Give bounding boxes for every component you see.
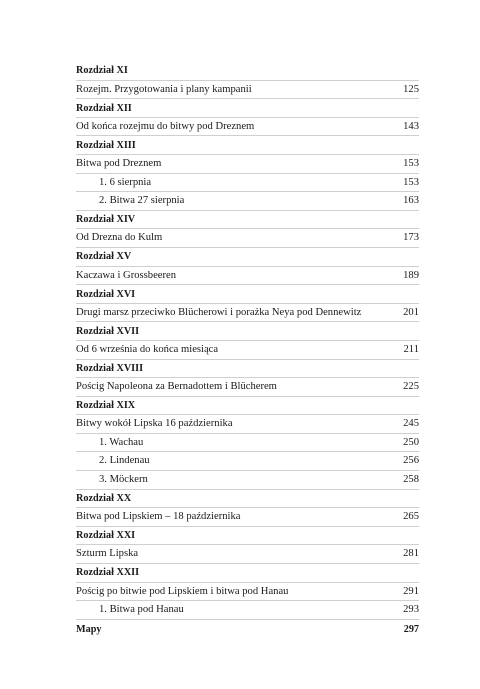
toc-title: Szturm Lipska (76, 548, 139, 560)
toc-title: Od końca rozejmu do bitwy pod Dreznem (76, 120, 255, 132)
toc-page-number: 173 (403, 232, 419, 244)
toc-entry (76, 81, 419, 100)
toc-title: Bitwa pod Dreznem (76, 157, 162, 169)
toc-chapter-heading (76, 322, 419, 341)
toc-page-number: 256 (403, 455, 419, 467)
toc-chapter-heading (76, 99, 419, 118)
toc-page-number: 291 (403, 585, 419, 597)
toc-entry (76, 155, 419, 174)
toc-page-number: 211 (403, 343, 419, 355)
toc-title: Pościg po bitwie pod Lipskiem i bitwa pod Hanau (76, 585, 289, 597)
toc-title: Mapy (76, 624, 102, 636)
toc-chapter-heading (76, 360, 419, 379)
toc-page-number: 189 (403, 269, 419, 281)
toc-chapter-heading (76, 527, 419, 546)
toc-page-number: 143 (403, 120, 419, 132)
toc-subentry (76, 471, 419, 490)
toc-subentry (76, 192, 419, 211)
toc-title: Rozdział XV (76, 251, 132, 263)
toc-entry (76, 267, 419, 286)
toc-page-number: 153 (403, 176, 419, 188)
toc-title: 1. 6 sierpnia (99, 176, 152, 188)
toc-title: 1. Bitwa pod Hanau (99, 604, 184, 616)
toc-chapter-heading (76, 564, 419, 583)
toc-chapter-heading (76, 285, 419, 304)
toc-page-number: 163 (403, 195, 419, 207)
toc-subentry (76, 434, 419, 453)
toc-page-number: 258 (403, 474, 419, 486)
toc-title: Rozdział XIV (76, 214, 136, 226)
toc-entry (76, 583, 419, 602)
toc-subentry (76, 601, 419, 620)
toc-chapter-heading (76, 397, 419, 416)
toc-entry (76, 304, 419, 323)
toc-title: Rozdział XII (76, 102, 132, 114)
toc-page-number: 153 (403, 157, 419, 169)
table-of-contents (76, 62, 419, 638)
toc-title: Rozdział XXI (76, 530, 136, 542)
toc-chapter-heading (76, 211, 419, 230)
toc-title: 3. Möckern (99, 474, 148, 486)
toc-title: Od 6 września do końca miesiąca (76, 343, 219, 355)
toc-page-number: 265 (403, 511, 419, 523)
toc-title: Rozdział XVI (76, 288, 136, 300)
toc-chapter-heading (76, 248, 419, 267)
toc-title: Pościg Napoleona za Bernadottem i Blücherem (76, 381, 277, 393)
toc-subentry (76, 174, 419, 193)
toc-subentry (76, 452, 419, 471)
toc-page-number: 297 (403, 624, 419, 636)
toc-title: Rozdział XVIII (76, 362, 144, 374)
toc-page-number: 281 (403, 548, 419, 560)
toc-title: Od Drezna do Kulm (76, 232, 163, 244)
toc-title: Rozdział XX (76, 493, 132, 505)
toc-chapter-heading (76, 62, 419, 81)
toc-title: Rozdział XXII (76, 567, 140, 579)
toc-chapter-heading (76, 490, 419, 509)
toc-title: 1. Wachau (99, 436, 144, 448)
toc-entry (76, 118, 419, 137)
toc-title: Bitwy wokół Lipska 16 października (76, 418, 233, 430)
toc-title: 2. Bitwa 27 sierpnia (99, 195, 185, 207)
toc-page-number: 250 (403, 436, 419, 448)
toc-page-number: 201 (403, 306, 419, 318)
toc-entry (76, 229, 419, 248)
toc-title: Rozejm. Przygotowania i plany kampanii (76, 83, 252, 95)
toc-title: Bitwa pod Lipskiem – 18 października (76, 511, 241, 523)
toc-page-number: 125 (403, 83, 419, 95)
toc-page-number: 293 (403, 604, 419, 616)
toc-entry (76, 378, 419, 397)
toc-title: Rozdział XIII (76, 139, 136, 151)
toc-entry (76, 545, 419, 564)
toc-chapter-heading (76, 136, 419, 155)
toc-entry (76, 341, 419, 360)
toc-title: Drugi marsz przeciwko Blücherowi i porażka Neya pod Dennewitz (76, 306, 362, 318)
toc-page-number: 225 (403, 381, 419, 393)
toc-title: 2. Lindenau (99, 455, 150, 467)
toc-chapter-heading (76, 620, 419, 639)
toc-title: Rozdział XI (76, 65, 128, 77)
toc-entry (76, 508, 419, 527)
toc-page-number: 245 (403, 418, 419, 430)
toc-entry (76, 415, 419, 434)
toc-title: Rozdział XIX (76, 400, 136, 412)
toc-title: Rozdział XVII (76, 325, 140, 337)
toc-title: Kaczawa i Grossbeeren (76, 269, 176, 281)
